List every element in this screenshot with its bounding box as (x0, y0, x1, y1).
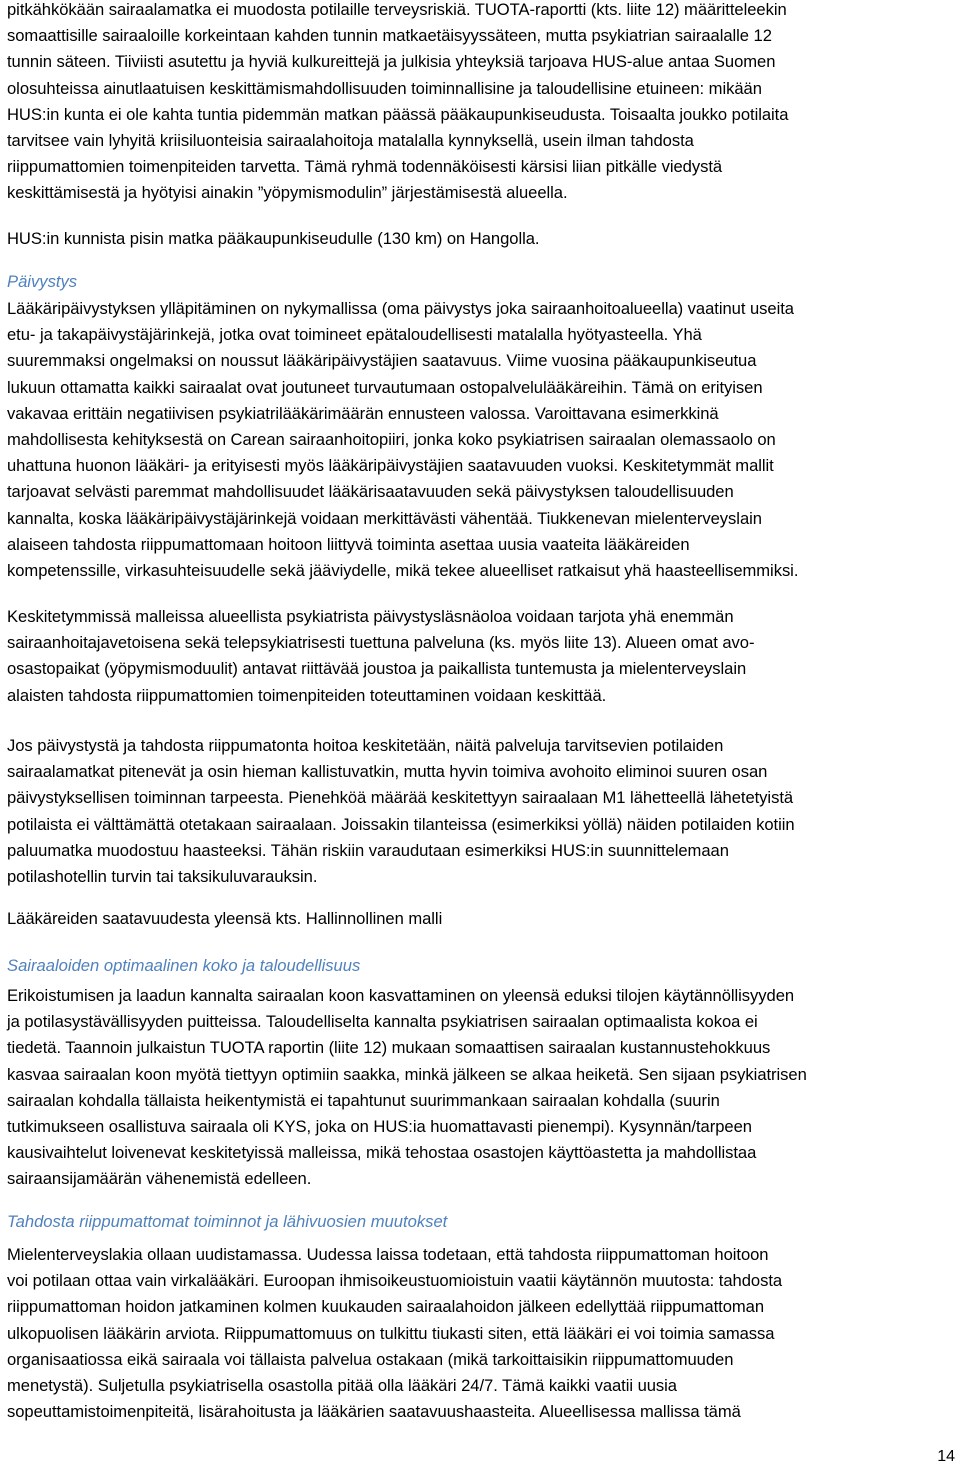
text-line: sairaalan kohdalla tällaista heikentymistä ei tapahtunut suurimmankaan sairaalan kohdalla (suurin (7, 1090, 720, 1110)
section-heading (7, 269, 77, 295)
text-line: HUS:in kunnista pisin matka pääkaupunkiseudulle (130 km) on Hangolla. (7, 229, 540, 248)
text-line: keskittämisestä ja hyötyisi ainakin ”yöpymismodulin” järjestämisestä alueella. (7, 183, 568, 203)
text-line: ulkopuolisen lääkärin arviota. Riippumattomuus on tulkittu tiukasti siten, että lääkäri ei voi toimia samassa (7, 1323, 775, 1343)
text-line: lukuun ottamatta kaikki sairaalat ovat joutuneet turvautumaan ostopalvelulääkäreihin. Tämä on erityisen (7, 377, 763, 397)
text-line: paluumatka muodostuu haasteeksi. Tähän riskiin varaudutaan esimerkiksi HUS:in suunnittelemaan (7, 840, 729, 860)
text-line: Erikoistumisen ja laadun kannalta sairaalan koon kasvattaminen on yleensä eduksi tilojen käytännöllisyyden (7, 986, 795, 1005)
section-heading-text: Tahdosta riippumattomat toiminnot ja lähivuosien muutokset (7, 1212, 448, 1231)
text-line: alaisten tahdosta riippumattomien toimenpiteiden toteuttaminen voidaan keskittää. (7, 685, 607, 705)
text-line: potilaista ei välttämättä otetakaan sairaalaan. Joissakin tilanteissa (esimerkiksi yöllä) näiden potilaiden kotiin (7, 814, 795, 834)
text-line: tunnin säteen. Tiiviisti asutettu ja hyviä kulkureittejä ja julkisia yhteyksiä tarjoava HUS-alue antaa Suomen (7, 52, 776, 72)
text-line: osastopaikat (yöpymismoduulit) antavat riittävää joustoa ja paikallista tuntemusta ja mielenterveyslain (7, 659, 747, 679)
text-line: vakavaa erittäin negatiivisen psykiatrilääkärimäärän ennusteen valossa. Varoittavana esimerkkinä (7, 403, 719, 423)
text-line: riippumattoman hoidon jatkaminen kolmen kuukauden sairaalahoidon jälkeen edellyttää riippumattoman (7, 1297, 765, 1317)
text-line: voi potilaan ottaa vain virkalääkäri. Euroopan ihmisoikeustuomioistuin vaatii käytännön muutosta: tahdosta (7, 1271, 783, 1291)
text-line: kasvaa sairaalan koon myötä tiettyyn optimiin saakka, minkä jälkeen se alkaa heiketä. Sen sijaan psykiatrisen (7, 1064, 807, 1084)
text-line: Mielenterveyslakia ollaan uudistamassa. Uudessa laissa todetaan, että tahdosta riippumattoman hoitoon (7, 1245, 769, 1264)
text-line: etu- ja takapäivystäjärinkejä, jotka ovat toimineet epätaloudellisesti matalalla hyötyasteella. Yhä (7, 325, 702, 345)
paragraph (7, 0, 788, 207)
text-line: ja potilasystävällisyyden puitteissa. Taloudelliselta kannalta psykiatrisen sairaalan optimaalista kokoa ei (7, 1012, 758, 1032)
text-line: HUS:in kunta ei ole kahta tuntia pidemmän matkan päässä pääkaupunkiseudusta. Toisaalta joukko potilaita (7, 104, 789, 124)
section-heading (7, 1209, 447, 1235)
paragraph (7, 296, 798, 584)
text-line: sairaalamatkat pitenevät ja osin hieman kallistuvatkin, mutta hyvin toimiva avohoito eliminoi suuren osan (7, 762, 768, 782)
text-line: mahdollisesta kehityksestä on Carean sairaanhoitopiiri, jonka koko psykiatrisen sairaalan olemassaolo on (7, 429, 776, 449)
text-line: Keskitetymmissä malleissa alueellista psykiatrista päivystysläsnäoloa voidaan tarjota yhä enemmän (7, 607, 734, 626)
paragraph (7, 983, 807, 1193)
text-line: organisaatiossa eikä sairaala voi tällaista palvelua ostakaan (mikä tarkoittaisikin riippumattomuuden (7, 1349, 734, 1369)
text-line: päivystyksellisen toiminnan tarpeesta. Pienehköä määrää keskitettyyn sairaalaan M1 lähetteellä lähetetyistä (7, 788, 794, 808)
text-line: kannalta, koska lääkäripäivystäjärinkejä voidaan merkittävästi vähentää. Tiukkenevan mielenterveyslain (7, 508, 762, 528)
text-line: uhattuna huonon lääkäri- ja erityisesti myös lääkäripäivystäjien saatavuuden vuoksi. Keskitetymmät mallit (7, 456, 774, 476)
page-number: 14 (937, 1448, 955, 1465)
text-line: Jos päivystystä ja tahdosta riippumatonta hoitoa keskitetään, näitä palveluja tarvitsevien potilaiden (7, 736, 724, 755)
text-line: alaiseen tahdosta riippumattomaan hoitoon liittyvä toiminta asettaa uusia vaateita lääkäreiden (7, 534, 690, 554)
paragraph (7, 226, 539, 252)
text-line: Lääkäreiden saatavuudesta yleensä kts. Hallinnollinen malli (7, 909, 443, 928)
text-line: sairaanhoitajavetoisena sekä telepsykiatrisesti tuettuna palveluna (ks. myös liite 13). Alueen omat avo- (7, 633, 755, 653)
text-line: tarjoavat selvästi paremmat mahdollisuudet lääkärisaatavuuden sekä päivystyksen taloudellisuuden (7, 482, 734, 502)
text-line: sopeuttamistoimenpiteitä, lisärahoitusta ja lääkärien saatavuushaasteita. Alueellisessa mallissa tämä (7, 1402, 741, 1422)
paragraph (7, 1242, 782, 1425)
text-line: kausivaihtelut loivenevat keskitetyissä malleissa, mikä tehostaa osastojen käyttöastetta ja mahdollistaa (7, 1143, 757, 1163)
text-line: somaattisille sairaaloille korkeintaan kahden tunnin matkaetäisyyssäteen, mutta psykiatrian sairaalalle 12 (7, 26, 772, 46)
text-line: tiedetä. Taannoin julkaistun TUOTA raportin (liite 12) mukaan somaattisen sairaalan kustannustehokkuus (7, 1038, 771, 1058)
paragraph (7, 733, 795, 890)
text-line: potilashotellin turvin tai taksikuluvarauksin. (7, 866, 318, 886)
text-line: olosuhteissa ainutlaatuisen keskittämismahdollisuuden toiminnallisine ja taloudellisine etuineen: mikään (7, 78, 762, 98)
text-line: kompetenssille, virkasuhteisuudelle sekä jääviydelle, mikä tekee alueelliset ratkaisut yhä haasteellisemmiksi. (7, 560, 799, 580)
text-line: tarvitsee vain lyhyitä kriisiluonteisia sairaalahoitoja matalalla kynnyksellä, usein ilman tahdosta (7, 130, 694, 150)
text-line: Lääkäripäivystyksen ylläpitäminen on nykymallissa (oma päivystys joka sairaanhoitoalueella) vaatinut useita (7, 299, 794, 318)
section-heading (7, 953, 360, 979)
text-line: suuremmaksi ongelmaksi on noussut lääkäripäivystäjien saatavuus. Viime vuosina pääkaupunkiseutua (7, 351, 757, 371)
text-line: pitkähkökään sairaalamatka ei muodosta potilaille terveysriskiä. TUOTA-raportti (kts. liite 12) määritteleekin (7, 0, 787, 19)
text-line: sairaansijamäärän vähenemistä edelleen. (7, 1169, 312, 1189)
text-line: tutkimukseen osallistuva sairaala oli KYS, joka on HUS:ia huomattavasti pienempi). Kysynnän/tarpeen (7, 1116, 752, 1136)
paragraph (7, 906, 442, 932)
paragraph (7, 604, 754, 709)
section-heading-text: Päivystys (7, 272, 78, 291)
text-line: riippumattomien toimenpiteiden tarvetta. Tämä ryhmä todennäköisesti kärsisi liian pitkälle viedystä (7, 157, 723, 177)
text-line: menetystä). Suljetulla psykiatrisella osastolla pitää olla lääkäri 24/7. Tämä kaikki vaatii uusia (7, 1375, 677, 1395)
section-heading-text: Sairaaloiden optimaalinen koko ja taloudellisuus (7, 956, 361, 975)
